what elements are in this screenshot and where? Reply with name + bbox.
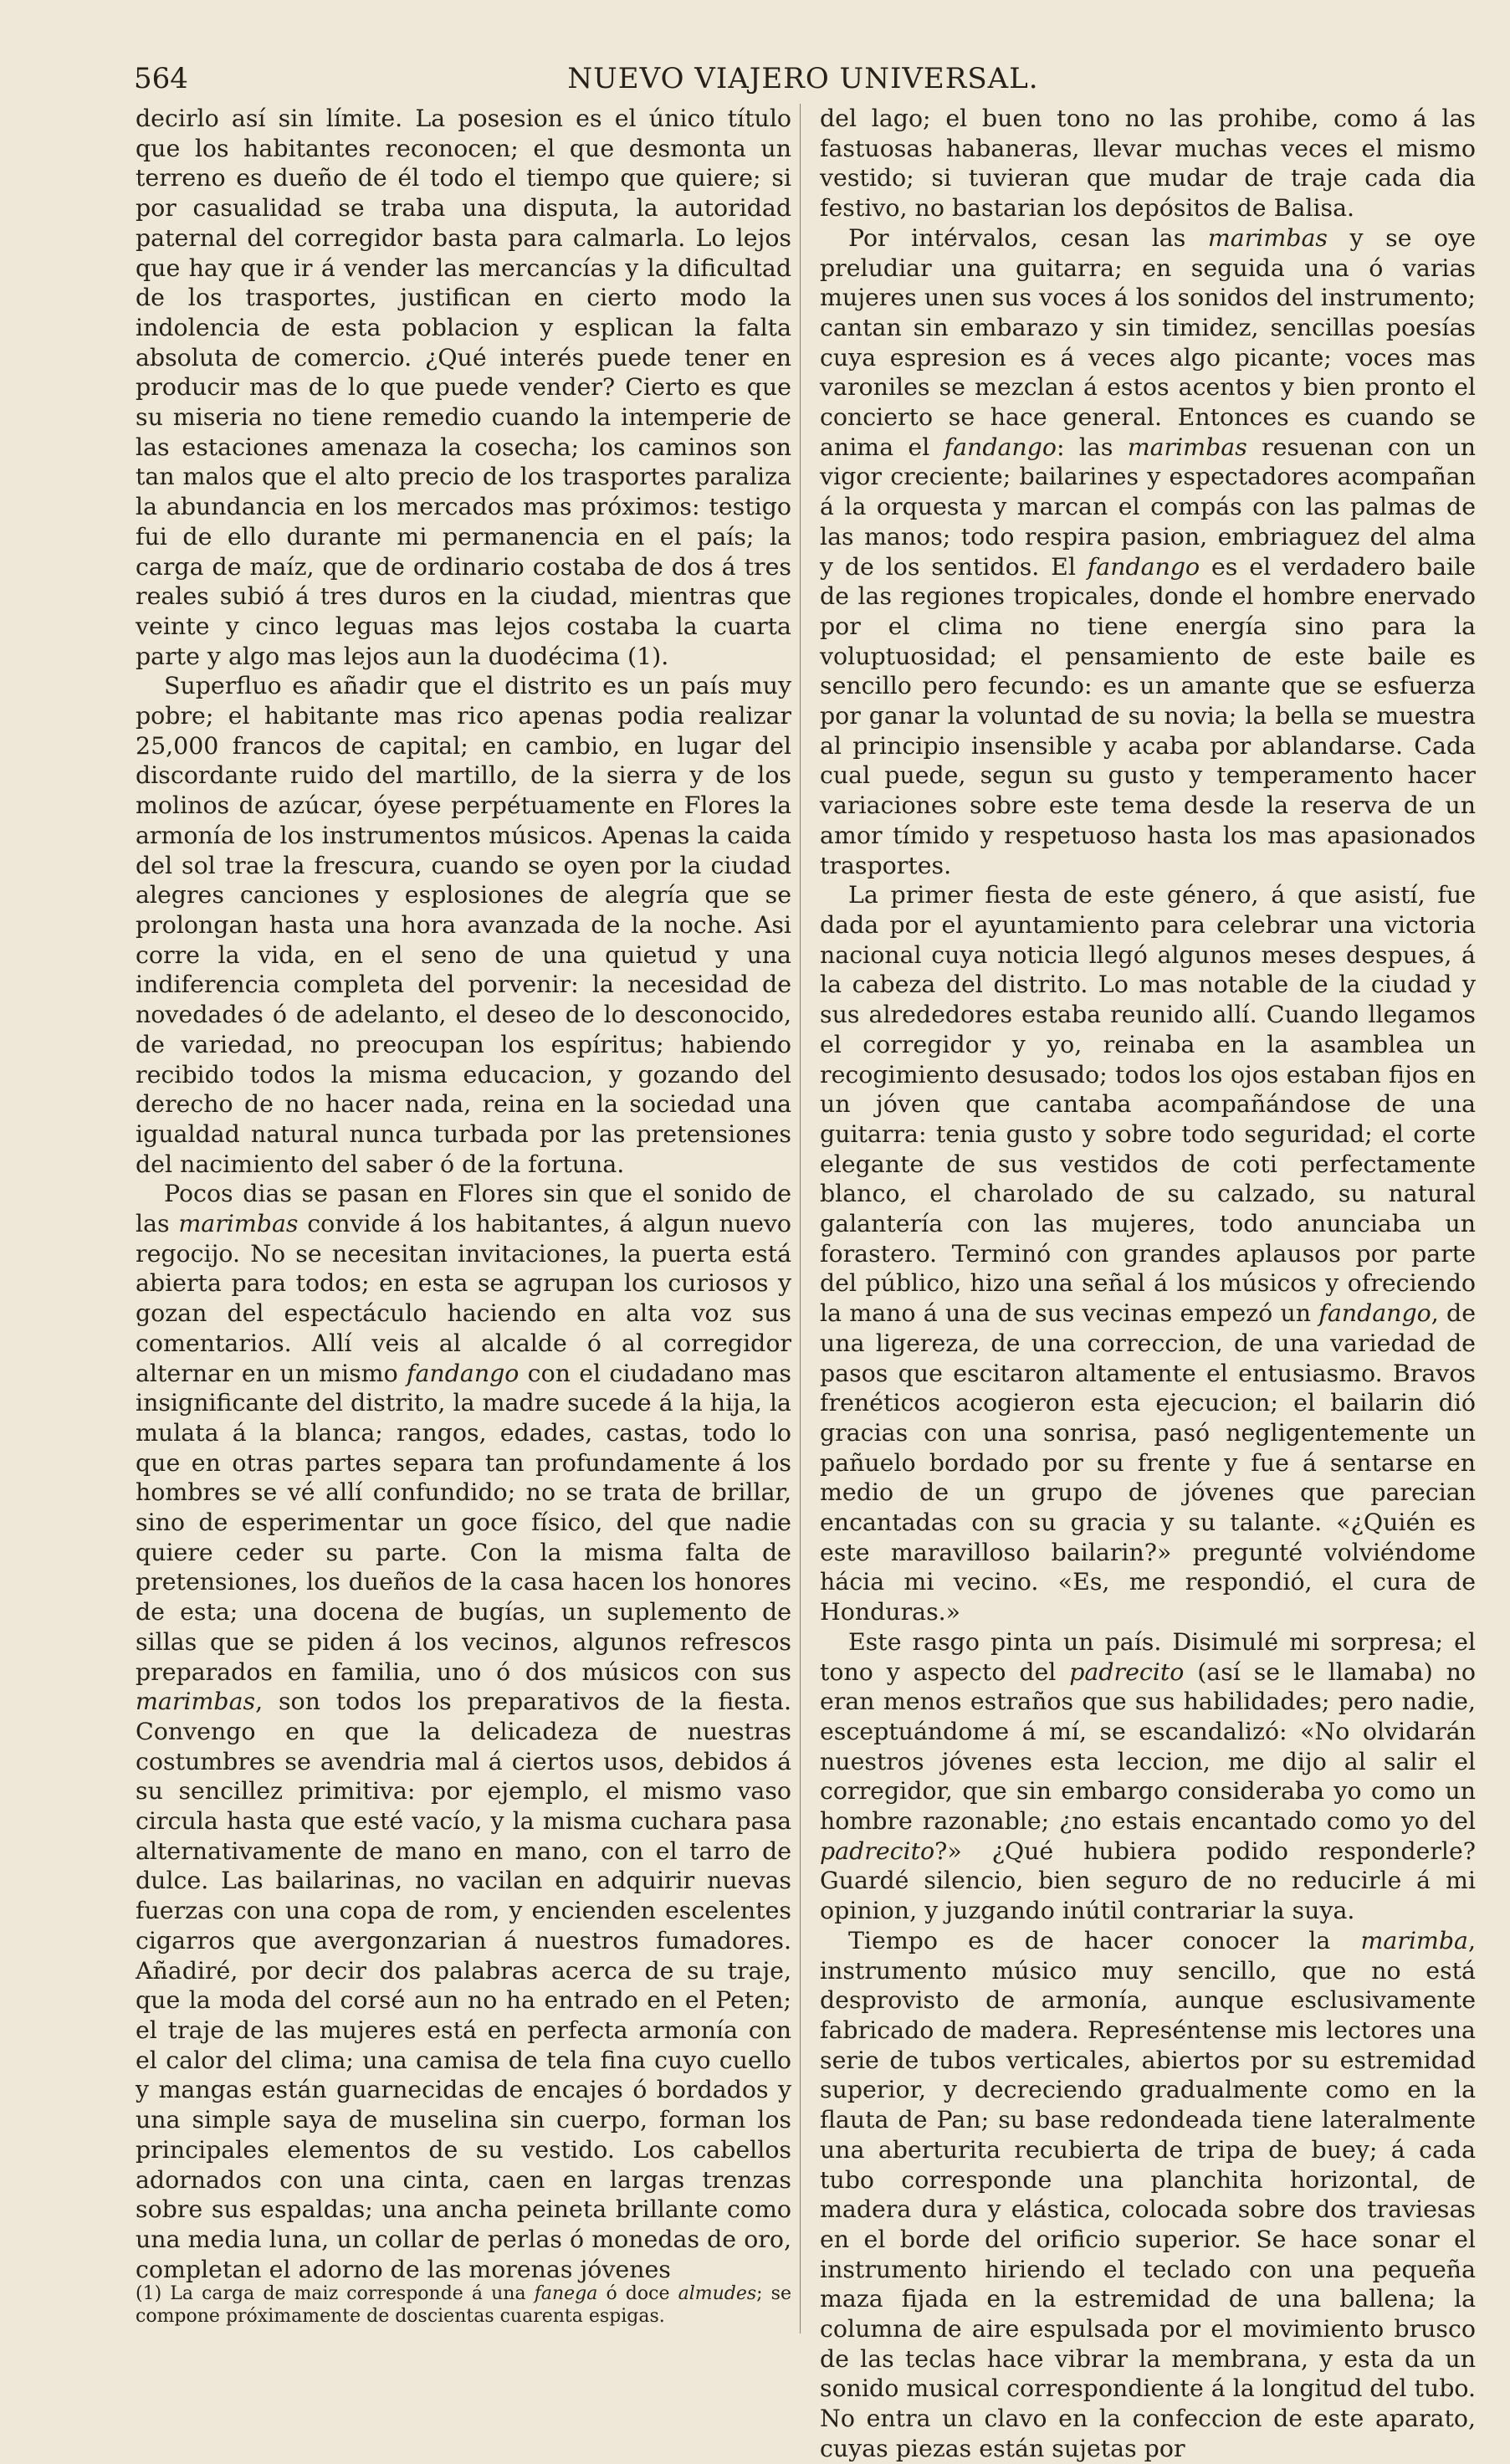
paragraph: Pocos dias se pasan en Flores sin que el sonido de las marimbas convide á los habitantes, á algun nuevo regocijo. No se necesitan invitaciones, la puerta está abierta para todos; en esta se agrupan los curiosos y gozan del espectáculo haciendo en alta voz sus comentarios. Allí veis al alcalde ó al corregidor alternar en un mismo fandango con el ciudadano mas insignificante del distrito, la madre sucede á la hija, la mulata á la blanca; rangos, edades, castas, todo lo que en otras partes separa tan profundamente á los hombres se vé allí confundido; no se trata de brillar, sino de esperimentar un goce físico, del que nadie quiere ceder su parte. Con la misma falta de pretensiones, los dueños de la casa hacen los honores de esta; una docena de bugías, un suplemento de sillas que se piden á los vecinos, algunos refrescos preparados en familia, uno ó dos músicos con sus marimbas, son todos los preparativos de la fiesta. Convengo en que la delicadeza de nuestras costumbres se avendria mal á ciertos usos, debidos á su sencillez primitiva: por ejemplo, el mismo vaso circula hasta que esté vacío, y la misma cuchara pasa alternativamente de mano en mano, con el tarro de dulce. Las bailarinas, no vacilan en adquirir nuevas fuerzas con una copa de rom, y encienden escelentes cigarros que avergonzarian á nuestros fumadores. Añadiré, por decir dos palabras acerca de su traje, que la moda del corsé aun no ha entrado en el Peten; el traje de las mujeres está en perfecta armonía con el calor del clima; una camisa de tela fina cuyo cuello y mangas están guarnecidas de encajes ó bordados y una simple saya de muselina sin cuerpo, forman los principales elementos de su vestido. Los cabellos adornados con una cinta, caen en largas trenzas sobre sus espaldas; una ancha peineta brillante como una media luna, un collar de perlas ó monedas de oro, completan el adorno de las morenas jóvenes	[136, 1180, 791, 2283]
page-number: 564	[134, 62, 188, 95]
running-title: NUEVO VIAJERO UNIVERSAL.	[567, 62, 1039, 95]
paragraph: Por intérvalos, cesan las marimbas y se oye preludiar una guitarra; en seguida una ó varias mujeres unen sus voces á los sonidos del instrumento; cantan sin embarazo y sin timidez, sencillas poesías cuya espresion es á veces algo picante; voces mas varoniles se mezclan á estos acentos y bien pronto el concierto se hace general. Entonces es cuando se anima el fandango: las marimbas resuenan con un vigor creciente; bailarines y espectadores acompañan á la orquesta y marcan el compás con las palmas de las manos; todo respira pasion, embriaguez del alma y de los sentidos. El fandango es el verdadero baile de las regiones tropicales, donde el hombre enervado por el clima no tiene energía sino para la voluptuosidad; el pensamiento de este baile es sencillo pero fecundo: es un amante que se esfuerza por ganar la voluntad de su novia; la bella se muestra al principio insensible y acaba por ablandarse. Cada cual puede, segun su gusto y temperamento hacer variaciones sobre este tema desde la reserva de un amor tímido y respetuoso hasta los mas apasionados trasportes.	[820, 223, 1476, 879]
paragraph: Superfluo es añadir que el distrito es un país muy pobre; el habitante mas rico apenas podia realizar 25,000 francos de capital; en cambio, en lugar del discordante ruido del martillo, de la sierra y de los molinos de azúcar, óyese perpétuamente en Flores la armonía de los instrumentos músicos. Apenas la caida del sol trae la frescura, cuando se oyen por la ciudad alegres canciones y esplosiones de alegría que se prolongan hasta una hora avanzada de la noche. Asi corre la vida, en el seno de una quietud y una indiferencia completa del porvenir: la necesidad de novedades ó de adelanto, el deseo de lo desconocido, de variedad, no preocupan los espíritus; habiendo recibido todos la misma educacion, y gozando del derecho de no hacer nada, reina en la sociedad una igualdad natural nunca turbada por las pretensiones del nacimiento del saber ó de la fortuna.	[136, 672, 791, 1178]
footnote: (1) La carga de maiz corresponde á una fanega ó doce almudes; se compone próximamente de doscientas cuarenta espigas.	[136, 2283, 791, 2327]
page-header	[134, 62, 1472, 102]
column-divider	[800, 104, 801, 2333]
paragraph: del lago; el buen tono no las prohibe, como á las fastuosas habaneras, llevar muchas veces el mismo vestido; si tuvieran que mudar de traje cada dia festivo, no bastarian los depósitos de Balisa.	[820, 105, 1476, 223]
right-column	[820, 104, 1476, 2464]
paragraph: La primer fiesta de este género, á que asistí, fue dada por el ayuntamiento para celebrar una victoria nacional cuya noticia llegó algunos meses despues, á la cabeza del distrito. Lo mas notable de la ciudad y sus alrededores estaba reunido allí. Cuando llegamos el corregidor y yo, reinaba en la asamblea un recogimiento desusado; todos los ojos estaban fijos en un jóven que cantaba acompañándose de una guitarra: tenia gusto y sobre todo seguridad; el corte elegante de sus vestidos de coti perfectamente blanco, el charolado de su calzado, su natural galantería con las mujeres, todo anunciaba un forastero. Terminó con grandes aplausos por parte del público, hizo una señal á los músicos y ofreciendo la mano á una de sus vecinas empezó un fandango, de una ligereza, de una correccion, de una variedad de pasos que escitaron altamente el entusiasmo. Bravos frenéticos acogieron esta ejecucion; el bailarin dió gracias con una sonrisa, pasó negligentemente un pañuelo bordado por su frente y fue á sentarse en medio de un grupo de jóvenes que parecian encantadas con su gracia y su talante. «¿Quién es este maravilloso bailarin?» pregunté volviéndome hácia mi vecino. «Es, me respondió, el cura de Honduras.»	[820, 881, 1476, 1626]
paragraph: Tiempo es de hacer conocer la marimba, instrumento músico muy sencillo, que no está desprovisto de armonía, aunque esclusivamente fabricado de madera. Represéntense mis lectores una serie de tubos verticales, abiertos por su estremidad superior, y decreciendo gradualmente como en la flauta de Pan; su base redondeada tiene lateralmente una aberturita recubierta de tripa de buey; á cada tubo corresponde una planchita horizontal, de madera dura y elástica, colocada sobre dos traviesas en el borde del orificio superior. Se hace sonar el instrumento hiriendo el teclado con una pequeña maza fijada en la estremidad de una ballena; la columna de aire espulsada por el movimiento brusco de las teclas hace vibrar la membrana, y esta da un sonido musical correspondiente á la longitud del tubo. No entra un clavo en la confeccion de este aparato, cuyas piezas están sujetas por	[820, 1926, 1476, 2462]
paragraph: Este rasgo pinta un país. Disimulé mi sorpresa; el tono y aspecto del padrecito (así se le llamaba) no eran menos estraños que sus habilidades; pero nadie, esceptuándome á mí, se escandalizó: «No olvidarán nuestros jóvenes esta leccion, me dijo al salir el corregidor, que sin embargo consideraba yo como un hombre razonable; ¿no estais encantado como yo del padrecito?» ¿Qué hubiera podido responderle? Guardé silencio, bien seguro de no reducirle á mi opinion, y juzgando inútil contrariar la suya.	[820, 1627, 1476, 1925]
paragraph: decirlo así sin límite. La posesion es el único título que los habitantes reconocen; el que desmonta un terreno es dueño de él todo el tiempo que quiere; si por casualidad se traba una disputa, la autoridad paternal del corregidor basta para calmarla. Lo lejos que hay que ir á vender las mercancías y la dificultad de los trasportes, justifican en cierto modo la indolencia de esta poblacion y esplican la falta absoluta de comercio. ¿Qué interés puede tener en producir mas de lo que puede vender? Cierto es que su miseria no tiene remedio cuando la intemperie de las estaciones amenaza la cosecha; los caminos son tan malos que el alto precio de los trasportes paraliza la abundancia en los mercados mas próximos: testigo fui de ello durante mi permanencia en el país; la carga de maíz, que de ordinario costaba de dos á tres reales subió á tres duros en la ciudad, mientras que veinte y cinco leguas mas lejos costaba la cuarta parte y algo mas lejos aun la duodécima (1).	[136, 105, 791, 670]
left-column	[136, 104, 791, 2284]
